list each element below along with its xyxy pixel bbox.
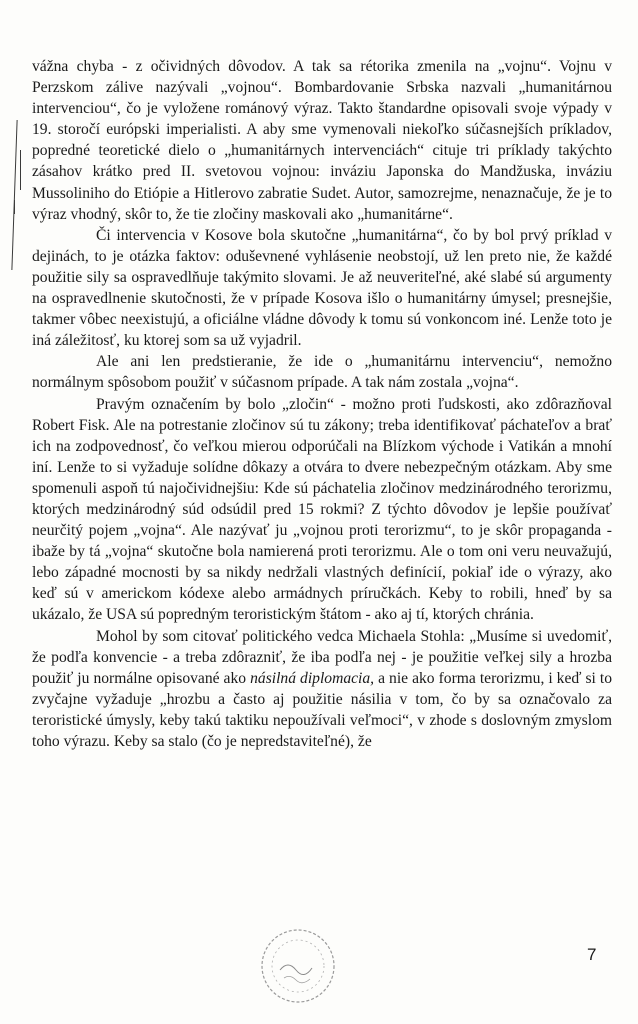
text-run: Pravým označením by bolo „zločin“ - možno proti ľudskosti, ako zdôrazňoval Robert Fisk. Ale na potrestanie zločinov sú tu zákony; treba identifikovať páchateľov a brať ich na zodpovednosť, čo veľkou mierou odporúčali na Blízkom východe i Vatikán a mnohí iní. Lenže to si vyžaduje solídne dôkazy a otvára to dvere nebezpečným otázkam. Aby sme spomenuli aspoň tú najočividnejšiu: Kde sú páchatelia zločinov medzinárodného terorizmu, ktorých medzinárodný súd odsúdil pred 15 rokmi? Z týchto dôvodov je lepšie používať neurčitý pojem „vojna“. Ale nazývať ju „vojnou proti terorizmu“, to je skôr propaganda - ibaže by tá „vojna“ skutočne bola namierená proti terorizmu. Ale o tom oni veru neuvažujú, lebo západné mocnosti by sa nikdy nedržali vlastných definícií, pokiaľ ide o výrazy, ako keď sú v americkom kódexe alebo armádnych príručkách. Keby to robili, hneď by sa ukázalo, že USA sú popredným teroristickým štátom - ako aj tí, ktorých chránia.	[32, 395, 612, 624]
page-number: 7	[587, 945, 597, 964]
paragraph	[32, 394, 612, 626]
margin-pen-mark	[11, 120, 29, 270]
paragraph	[32, 351, 612, 393]
margin-pen-mark-inner	[20, 150, 27, 190]
paragraph	[32, 225, 612, 352]
text-run: Či intervencia v Kosove bola skutočne „humanitárna“, čo by bol prvý príklad v dejinách, to je otázka faktov: oduševnené vyhlásenie neobstojí, už len preto nie, že každé použitie sily sa ospravedlňuje takýmito slovami. Je až neuveriteľné, aké slabé sú argumenty na ospravedlnenie skutočnosti, že v prípade Kosova išlo o humanitárny úmysel; presnejšie, takmer vôbec neexistujú, a oficiálne vládne dôvody k tomu sú vonkoncom iné. Lenže toto je iná záležitosť, ku ktorej som sa už vyjadril.	[32, 226, 612, 350]
paragraph	[32, 56, 612, 225]
body-text	[32, 56, 612, 752]
text-run: a nie ako forma terorizmu, i keď si to zvyčajne vyžaduje „hrozbu a často aj použitie násilia v tom, čo by sa označovalo za teroristické úmysly, keby takú taktiku nepoužívali veľmoci“, v zhode s doslovným zmyslom toho výrazu. Keby sa stalo (čo je nepredstaviteľné), že	[32, 669, 613, 750]
paragraph	[32, 626, 612, 753]
margin-pen-tick	[14, 200, 19, 214]
text-run: vážna chyba - z očividných dôvodov. A tak sa rétorika zmenila na „vojnu“. Vojnu v Perzskom zálive nazývali „vojnou“. Bombardovanie Srbska nazvali „humanitárnou intervenciou“, čo je vyložene románový výraz. Takto štandardne opisovali svoje výpady v 19. storočí európski imperialisti. A aby sme vymenovali niekoľko súčasnejších príkladov, popredné teoretické dielo o „humanitárnych intervenciách“ cituje tri príklady takýchto zásahov krátko pred II. svetovou vojnou: inváziu Japonska do Mandžuska, inváziu Mussoliniho do Etiópie a Hitlerovo zabratie Sudet. Autor, samozrejme, nenaznačuje, že je to výraz vhodný, skôr to, že tie zločiny maskovali ako „humanitárne“.	[32, 58, 612, 223]
italic-phrase: násilná diplomacia,	[250, 669, 375, 687]
text-run: Ale ani len predstieranie, že ide o „humanitárnu intervenciu“, nemožno normálnym spôsobom použiť v súčasnom prípade. A tak nám zostala „vojna“.	[32, 353, 612, 392]
round-stamp-icon	[258, 926, 338, 1006]
text-run: Mohol by som citovať politického vedca Michaela Stohla: „Musíme si uvedomiť, že podľa konvencie - a treba zdôrazniť, že iba podľa nej - je použitie veľkej sily a hrozba použiť ju normálne opisované ako	[32, 627, 612, 687]
